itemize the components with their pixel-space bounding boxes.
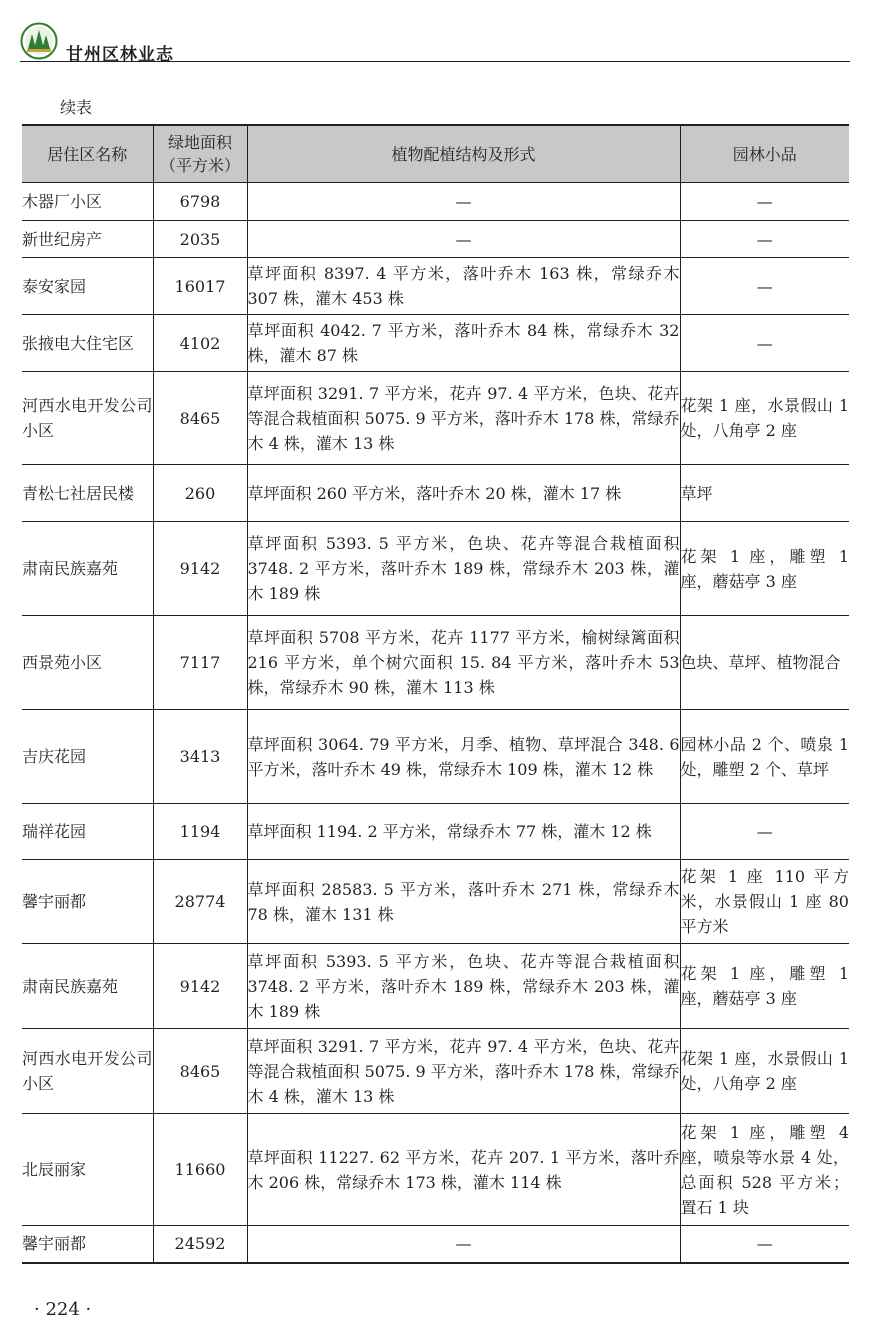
row-plants: 草坪面积 28583. 5 平方米，落叶乔木 271 株，常绿乔木 78 株，灌木 131 株 xyxy=(247,860,680,944)
book-title: 甘州区林业志 xyxy=(66,45,174,65)
row-plants: — xyxy=(247,221,680,258)
row-area: 16017 xyxy=(153,258,247,315)
row-features: 花架 1 座 110 平方米，水景假山 1 座 80 平方米 xyxy=(680,860,849,944)
row-area: 6798 xyxy=(153,183,247,221)
row-plants: — xyxy=(247,183,680,221)
row-plants: 草坪面积 3291. 7 平方米，花卉 97. 4 平方米，色块、花卉等混合栽植面积 5075. 9 平方米，落叶乔木 178 株，常绿乔木 4 株，灌木 13 株 xyxy=(247,372,680,465)
table-header-row xyxy=(22,125,849,183)
page-number: · 224 · xyxy=(34,1299,92,1320)
row-features: — xyxy=(680,804,849,860)
row-area: 2035 xyxy=(153,221,247,258)
row-features: 园林小品 2 个、喷泉 1 处，雕塑 2 个、草坪 xyxy=(680,710,849,804)
row-features: — xyxy=(680,315,849,372)
row-features: — xyxy=(680,1226,849,1263)
table-row xyxy=(22,221,849,258)
row-features: — xyxy=(680,258,849,315)
row-features: 草坪 xyxy=(680,465,849,522)
table-row xyxy=(22,1029,849,1114)
row-features: 花架 1 座，水景假山 1 处，八角亭 2 座 xyxy=(680,1029,849,1114)
row-name: 木器厂小区 xyxy=(22,183,153,221)
row-plants: 草坪面积 1194. 2 平方米，常绿乔木 77 株，灌木 12 株 xyxy=(247,804,680,860)
row-plants: 草坪面积 3291. 7 平方米，花卉 97. 4 平方米，色块、花卉等混合栽植面积 5075. 9 平方米，落叶乔木 178 株，常绿乔木 4 株，灌木 13 株 xyxy=(247,1029,680,1114)
row-name: 西景苑小区 xyxy=(22,616,153,710)
row-area: 8465 xyxy=(153,372,247,465)
table-row xyxy=(22,258,849,315)
row-area: 9142 xyxy=(153,522,247,616)
row-features: — xyxy=(680,183,849,221)
row-area: 4102 xyxy=(153,315,247,372)
row-features: 色块、草坪、植物混合 xyxy=(680,616,849,710)
table-row xyxy=(22,315,849,372)
row-area: 9142 xyxy=(153,944,247,1029)
table-row xyxy=(22,465,849,522)
row-area: 8465 xyxy=(153,1029,247,1114)
row-plants: 草坪面积 4042. 7 平方米，落叶乔木 84 株，常绿乔木 32 株，灌木 87 株 xyxy=(247,315,680,372)
table-row xyxy=(22,372,849,465)
row-name: 吉庆花园 xyxy=(22,710,153,804)
row-plants: 草坪面积 11227. 62 平方米，花卉 207. 1 平方米，落叶乔木 206 株，常绿乔木 173 株，灌木 114 株 xyxy=(247,1114,680,1226)
residential-green-space-table xyxy=(22,124,849,1264)
row-area: 28774 xyxy=(153,860,247,944)
row-name: 北辰丽家 xyxy=(22,1114,153,1226)
row-name: 肃南民族嘉苑 xyxy=(22,522,153,616)
row-features: 花架 1 座，雕塑 1 座，蘑菇亭 3 座 xyxy=(680,522,849,616)
row-plants: 草坪面积 260 平方米，落叶乔木 20 株，灌木 17 株 xyxy=(247,465,680,522)
row-name: 青松七社居民楼 xyxy=(22,465,153,522)
row-plants: 草坪面积 5393. 5 平方米，色块、花卉等混合栽植面积 3748. 2 平方米，落叶乔木 189 株，常绿乔木 203 株，灌木 189 株 xyxy=(247,944,680,1029)
row-name: 肃南民族嘉苑 xyxy=(22,944,153,1029)
row-name: 瑞祥花园 xyxy=(22,804,153,860)
table-row xyxy=(22,183,849,221)
table-row xyxy=(22,522,849,616)
row-area: 260 xyxy=(153,465,247,522)
table-row xyxy=(22,804,849,860)
row-name: 河西水电开发公司小区 xyxy=(22,1029,153,1114)
row-plants: 草坪面积 3064. 79 平方米，月季、植物、草坪混合 348. 6 平方米，落叶乔木 49 株，常绿乔木 109 株，灌木 12 株 xyxy=(247,710,680,804)
row-name: 泰安家园 xyxy=(22,258,153,315)
row-plants: 草坪面积 5708 平方米，花卉 1177 平方米，榆树绿篱面积 216 平方米，单个树穴面积 15. 84 平方米，落叶乔木 53 株，常绿乔木 90 株，灌木 113 株 xyxy=(247,616,680,710)
table-row xyxy=(22,944,849,1029)
table-caption: 续表 xyxy=(60,98,93,117)
header-name: 居住区名称 xyxy=(22,125,153,183)
row-features: 花架 1 座，雕塑 4 座，喷泉等水景 4 处，总面积 528 平方米；置石 1 块 xyxy=(680,1114,849,1226)
page-header xyxy=(20,20,850,64)
row-area: 1194 xyxy=(153,804,247,860)
row-area: 24592 xyxy=(153,1226,247,1263)
table-row xyxy=(22,860,849,944)
table-row xyxy=(22,616,849,710)
header-rule xyxy=(20,61,850,62)
forest-tree-logo-icon xyxy=(20,22,58,60)
row-name: 张掖电大住宅区 xyxy=(22,315,153,372)
header-plants: 植物配植结构及形式 xyxy=(247,125,680,183)
header-features: 园林小品 xyxy=(680,125,849,183)
row-name: 河西水电开发公司小区 xyxy=(22,372,153,465)
header-area: 绿地面积 （平方米） xyxy=(153,125,247,183)
row-plants: 草坪面积 5393. 5 平方米，色块、花卉等混合栽植面积 3748. 2 平方米，落叶乔木 189 株，常绿乔木 203 株，灌木 189 株 xyxy=(247,522,680,616)
row-features: — xyxy=(680,221,849,258)
row-area: 11660 xyxy=(153,1114,247,1226)
row-name: 馨宇丽都 xyxy=(22,1226,153,1263)
row-plants: 草坪面积 8397. 4 平方米，落叶乔木 163 株，常绿乔木 307 株，灌木 453 株 xyxy=(247,258,680,315)
row-name: 新世纪房产 xyxy=(22,221,153,258)
row-area: 7117 xyxy=(153,616,247,710)
row-features: 花架 1 座，水景假山 1 处，八角亭 2 座 xyxy=(680,372,849,465)
table-row xyxy=(22,1226,849,1263)
row-plants: — xyxy=(247,1226,680,1263)
table-row xyxy=(22,1114,849,1226)
row-area: 3413 xyxy=(153,710,247,804)
table-row xyxy=(22,710,849,804)
row-name: 馨宇丽都 xyxy=(22,860,153,944)
row-features: 花架 1 座，雕塑 1 座，蘑菇亭 3 座 xyxy=(680,944,849,1029)
